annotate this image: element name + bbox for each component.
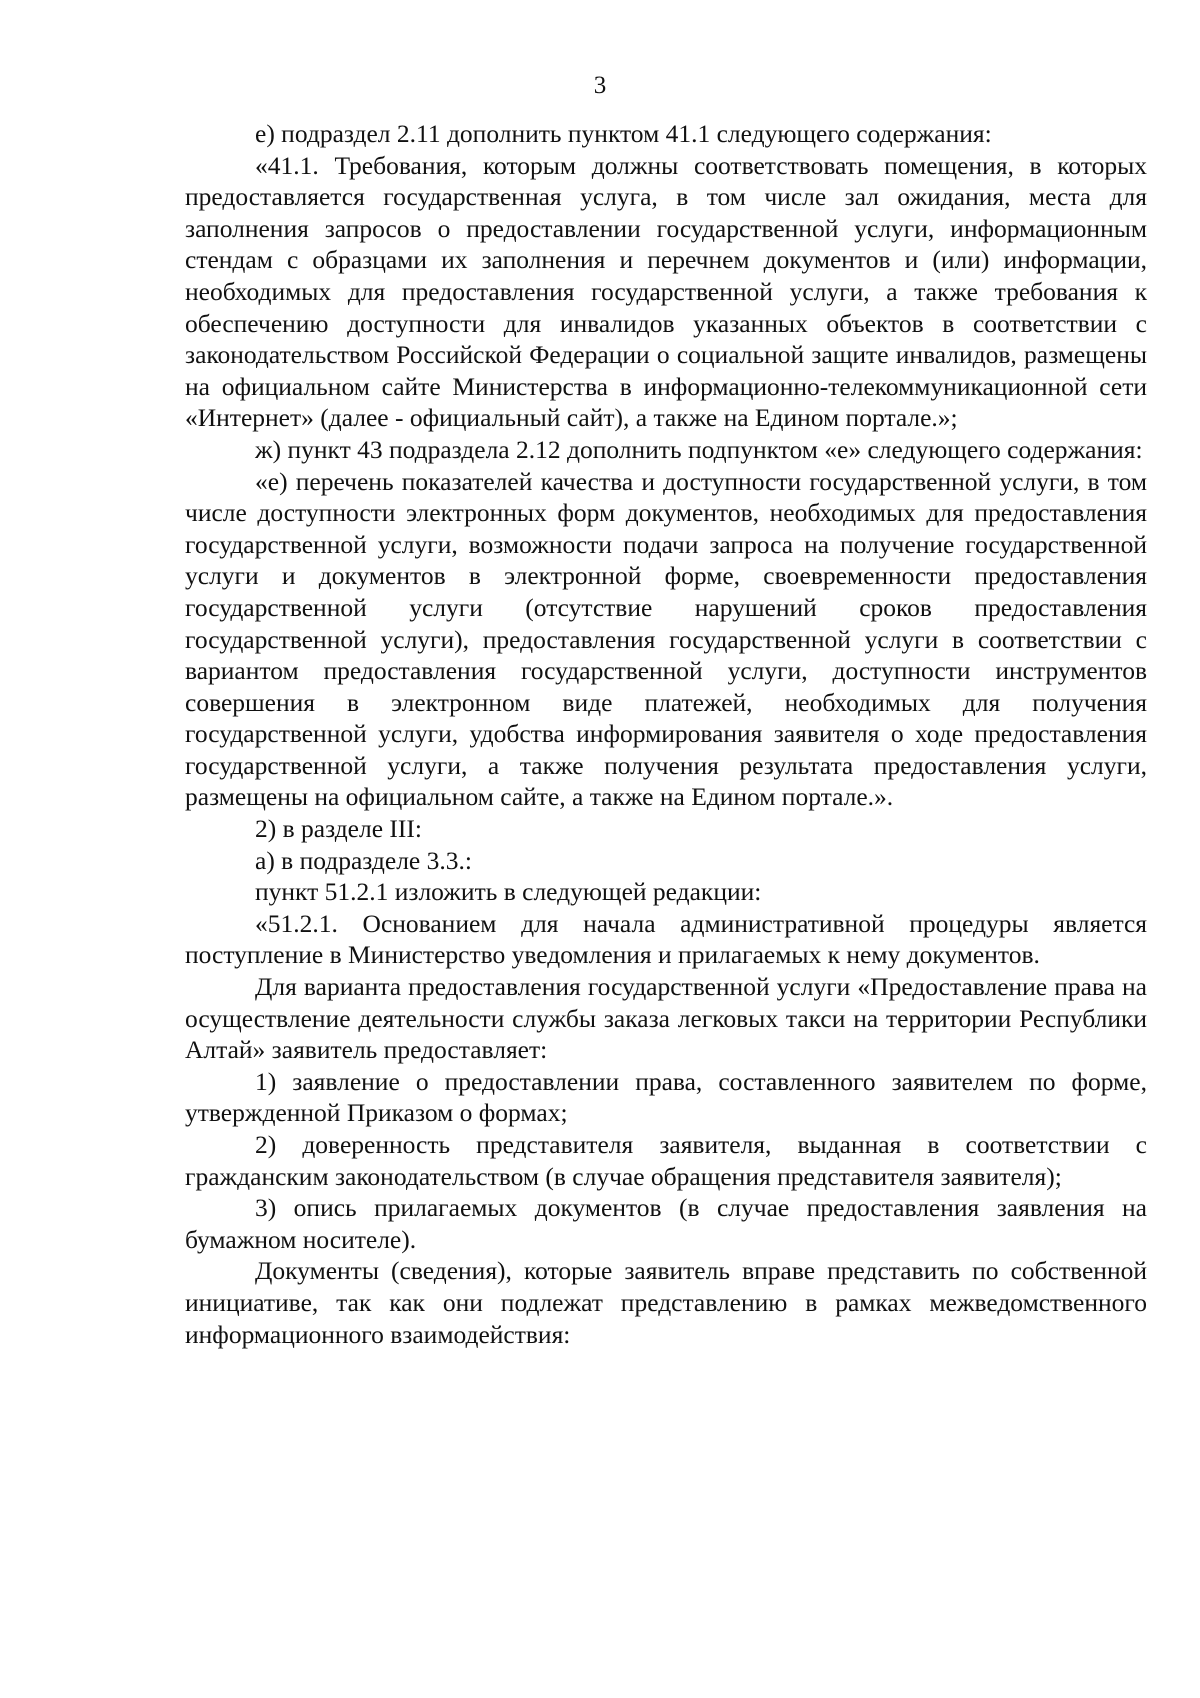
paragraph-subsection-3-3: а) в подразделе 3.3.: xyxy=(255,845,472,875)
document-body xyxy=(185,118,1147,1350)
list-item-3: 3) опись прилагаемых документов (в случае предоставления заявления на бумажном носителе). xyxy=(185,1193,1147,1254)
list-item-2: 2) доверенность представителя заявителя, выданная в соответствии с гражданским законодательством (в случае обращения представителя заявителя); xyxy=(185,1130,1147,1191)
paragraph-documents: Документы (сведения), которые заявитель вправе представить по собственной инициативе, так как они подлежат представлению в рамках межведомственного информационного взаимодействия: xyxy=(185,1256,1147,1349)
list-item-1: 1) заявление о предоставлении права, составленного заявителем по форме, утвержденной Приказом о формах; xyxy=(185,1066,1147,1128)
paragraph-41-1: «41.1. Требования, которым должны соответствовать помещения, в которых предоставляется государственная услуга, в том числе зал ожидания, места для заполнения запросов о предоставлении государственной услуги, информационным стендам с образцами их заполнения и перечнем документов и (или) информации, необходимых для предоставления государственной услуги, а также требования к обеспечению доступности для инвалидов указанных объектов в соответствии с законодательством Российской Федерации о социальной защите инвалидов, размещены на официальном сайте Министерства в информационно-телекоммуникационной сети «Интернет» (далее - официальный сайт), а также на Едином портале.»; xyxy=(185,150,1147,433)
paragraph-variant: Для варианта предоставления государственной услуги «Предоставление права на осуществление деятельности службы заказа легковых такси на территории Республики Алтай» заявитель предоставляет: xyxy=(185,972,1147,1065)
page-number: 3 xyxy=(593,72,607,99)
paragraph-point-51-2-1: пункт 51.2.1 изложить в следующей редакции: xyxy=(255,877,762,907)
paragraph-51-2-1-text: «51.2.1. Основанием для начала административной процедуры является поступление в Министерство уведомления и прилагаемых к нему документов. xyxy=(185,908,1147,970)
paragraph-section-3: 2) в разделе III: xyxy=(255,814,422,844)
paragraph-subsection-2-11: е) подраздел 2.11 дополнить пунктом 41.1 следующего содержания: xyxy=(255,119,992,148)
paragraph-point-43: ж) пункт 43 подраздела 2.12 дополнить подпунктом «е» следующего содержания: xyxy=(255,434,1143,464)
paragraph-subpoint-e: «е) перечень показателей качества и доступности государственной услуги, в том числе доступности электронных форм документов, необходимых для предоставления государственной услуги, возможности подачи запроса на получение государственной услуги и документов в электронной форме, своевременности предоставления государственной услуги (отсутствие нарушений сроков предоставления государственной услуги), предоставления государственной услуги в соответствии с вариантом предоставления государственной услуги, доступности инструментов совершения в электронном виде платежей, необходимых для получения государственной услуги, удобства информирования заявителя о ходе предоставления государственной услуги, а также получения результата предоставления услуги, размещены на официальном сайте, а также на Едином портале.». xyxy=(185,466,1147,812)
